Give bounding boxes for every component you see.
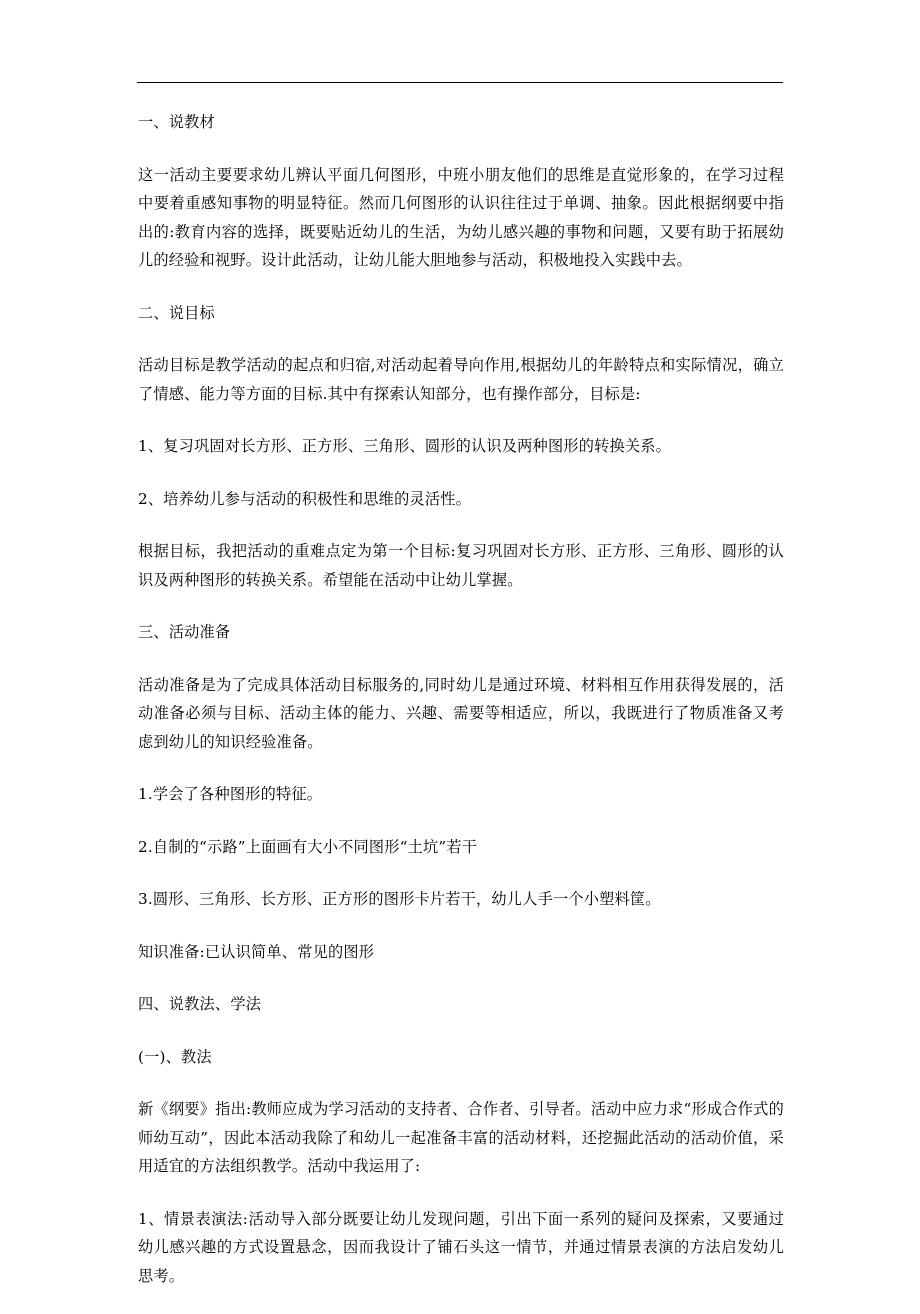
paragraph-goals-intro: 活动目标是教学活动的起点和归宿,对活动起着导向作用,根据幼儿的年龄特点和实际情况，确立了情感、能力等方面的目标.其中有探索认知部分，也有操作部分，目标是: xyxy=(138,356,784,403)
document-body xyxy=(138,108,784,1314)
paragraph-knowledge-prep: 知识准备:已认识简单、常见的图形 xyxy=(138,942,375,961)
paragraph-teaching-material: 这一活动主要要求幼儿辨认平面几何图形，中班小朋友他们的思维是直觉形象的，在学习过程中要着重感知事物的明显特征。然而几何图形的认识往往过于单调、抽象。因此根据纲要中指出的:教育内容的选择，既要贴近幼儿的生活，为幼儿感兴趣的事物和问题，又要有助于拓展幼儿的经验和视野。设计此活动，让幼儿能大胆地参与活动，积极地投入实践中去。 xyxy=(138,165,784,269)
list-item-prep-3: 3.圆形、三角形、长方形、正方形的图形卡片若干，幼儿人手一个小塑料筐。 xyxy=(138,890,661,908)
list-item-method-1: 1、情景表演法:活动导入部分既要让幼儿发现问题，引出下面一系列的疑问及探索，又要通过幼儿感兴趣的方式设置悬念，因而我设计了铺石头这一情节，并通过情景表演的方法启发幼儿思考。 xyxy=(138,1209,784,1285)
paragraph-preparation: 活动准备是为了完成具体活动目标服务的,同时幼儿是通过环境、材料相互作用获得发展的，活动准备必须与目标、活动主体的能力、兴趣、需要等相适应，所以，我既进行了物质准备又考虑到幼儿的知识经验准备。 xyxy=(138,675,784,751)
section-heading-preparation: 三、活动准备 xyxy=(138,623,231,641)
section-heading-goals: 二、说目标 xyxy=(138,303,215,322)
subsection-heading-teaching-method: (一)、教法 xyxy=(138,1047,212,1066)
paragraph-teaching-method: 新《纲要》指出:教师应成为学习活动的支持者、合作者、引导者。活动中应力求“形成合作式的师幼互动”，因此本活动我除了和幼儿一起准备丰富的活动材料，还挖掘此活动的活动价值，采用适宜的方法组织教学。活动中我运用了: xyxy=(138,1100,784,1175)
paragraph-key-points: 根据目标，我把活动的重难点定为第一个目标:复习巩固对长方形、正方形、三角形、圆形的认识及两种图形的转换关系。希望能在活动中让幼儿掌握。 xyxy=(138,542,784,589)
header-rule xyxy=(137,82,783,83)
list-item-goal-1: 1、复习巩固对长方形、正方形、三角形、圆形的认识及两种图形的转换关系。 xyxy=(138,437,672,455)
section-heading-methods: 四、说教法、学法 xyxy=(138,995,262,1013)
section-heading-teaching-material: 一、说教材 xyxy=(138,113,215,131)
list-item-prep-2: 2.自制的“示路”上面画有大小不同图形“土坑”若干 xyxy=(138,837,478,856)
list-item-goal-2: 2、培养幼儿参与活动的积极性和思维的灵活性。 xyxy=(138,489,472,508)
list-item-prep-1: 1.学会了各种图形的特征。 xyxy=(138,785,323,803)
